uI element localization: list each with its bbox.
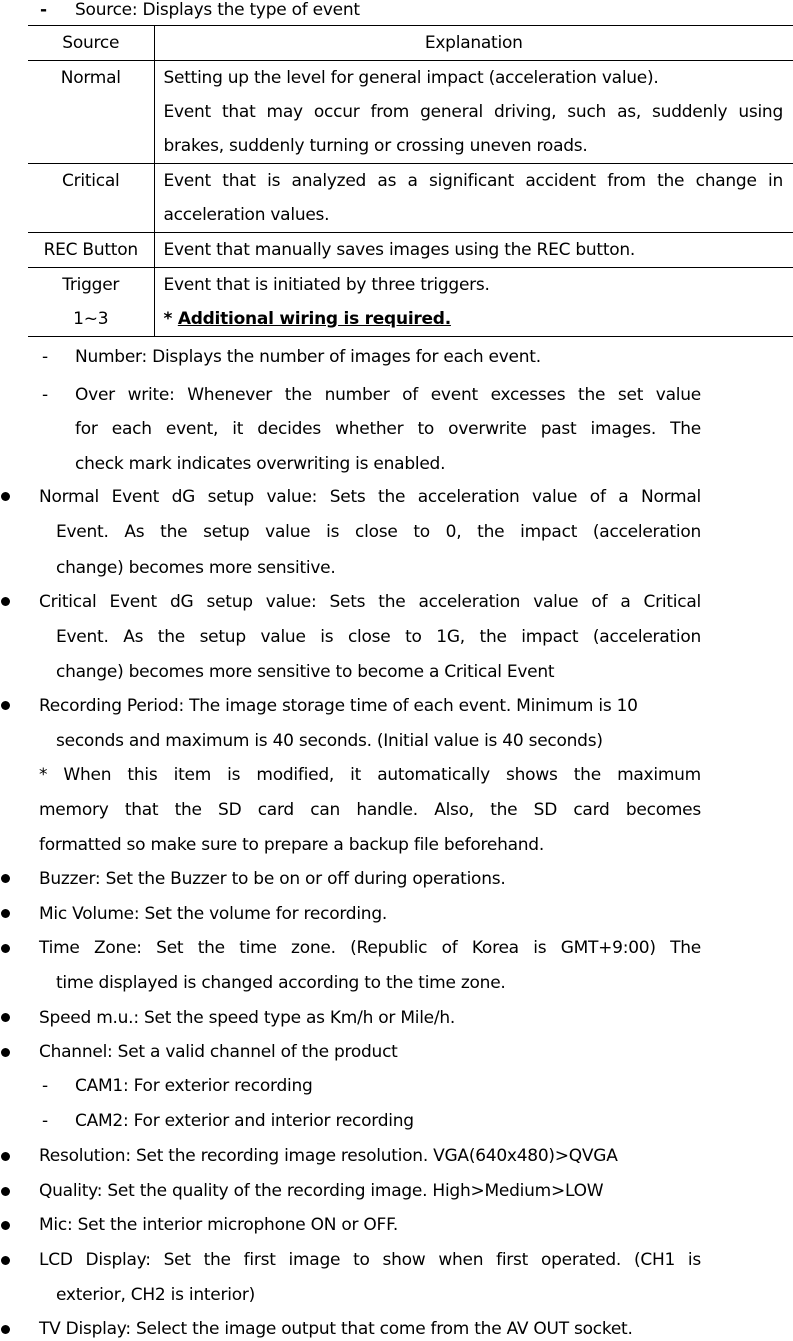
dash-marker: - xyxy=(40,0,48,20)
number-item: Number: Displays the number of images for each event. xyxy=(75,347,541,367)
bullet-dot xyxy=(1,909,10,918)
overwrite-line: Over write: Whenever the number of event excesses the set value xyxy=(75,385,701,405)
table-header-source: Source xyxy=(28,26,154,61)
table-cell-explanation xyxy=(154,61,793,164)
intro-text: Source: Displays the type of event xyxy=(75,0,360,20)
resolution-item: Resolution: Set the recording image resolution. VGA(640x480)>QVGA xyxy=(39,1146,618,1166)
dash-marker: - xyxy=(42,347,49,367)
source-label: Trigger xyxy=(62,275,120,295)
recording-note-line: memory that the SD card can handle. Also, the SD card becomes xyxy=(39,800,701,820)
note-text: Additional wiring is required. xyxy=(177,309,451,329)
bullet-dot xyxy=(1,492,10,501)
table-cell-source xyxy=(28,164,154,233)
tv-item: TV Display: Select the image output that come from the AV OUT socket. xyxy=(39,1319,633,1339)
table-cell-explanation xyxy=(154,233,793,268)
normal-dg-line: change) becomes more sensitive. xyxy=(56,558,336,578)
bullet-dot xyxy=(1,1325,10,1334)
bullet-dot xyxy=(1,1221,10,1230)
note-star: * xyxy=(163,309,178,329)
source-label: REC Button xyxy=(43,240,138,260)
bullet-dot xyxy=(1,1152,10,1161)
lcd-line: exterior, CH2 is interior) xyxy=(56,1285,255,1305)
speed-item: Speed m.u.: Set the speed type as Km/h or Mile/h. xyxy=(39,1008,456,1028)
time-zone-line: time displayed is changed according to the time zone. xyxy=(56,973,506,993)
bullet-dot xyxy=(1,944,10,953)
time-zone-line: Time Zone: Set the time zone. (Republic of Korea is GMT+9:00) The xyxy=(39,938,701,958)
dash-marker: - xyxy=(42,385,49,405)
wiring-note xyxy=(164,302,784,336)
quality-item: Quality: Set the quality of the recording image. High>Medium>LOW xyxy=(39,1181,604,1201)
recording-period-line: seconds and maximum is 40 seconds. (Initial value is 40 seconds) xyxy=(56,731,603,751)
critical-dg-line: change) becomes more sensitive to become a Critical Event xyxy=(56,662,555,682)
channel-item: Channel: Set a valid channel of the product xyxy=(39,1042,398,1062)
normal-dg-line: Event. As the setup value is close to 0, the impact (acceleration xyxy=(56,522,701,542)
lcd-line: LCD Display: Set the first image to show when first operated. (CH1 is xyxy=(39,1250,701,1270)
bullet-dot xyxy=(1,1013,10,1022)
explanation-line: Event that may occur from general driving, such as, suddenly using xyxy=(163,102,783,122)
recording-period-line: Recording Period: The image storage time of each event. Minimum is 10 xyxy=(39,696,638,716)
explanation-line: Event that is initiated by three triggers. xyxy=(163,275,490,295)
mic-item: Mic: Set the interior microphone ON or OFF. xyxy=(39,1215,399,1235)
bullet-dot xyxy=(1,1187,10,1196)
dash-marker: - xyxy=(42,1111,49,1131)
explanation-line: Setting up the level for general impact (acceleration value). xyxy=(163,68,659,88)
explanation-line: Event that manually saves images using the REC button. xyxy=(163,240,636,260)
overwrite-line: for each event, it decides whether to overwrite past images. The xyxy=(75,419,701,439)
table-cell-explanation xyxy=(154,268,793,337)
cam2-item: CAM2: For exterior and interior recording xyxy=(75,1111,414,1131)
source-label: 1~3 xyxy=(73,309,109,329)
explanation-line: Event that is analyzed as a significant accident from the change in xyxy=(163,171,783,191)
table-cell-explanation xyxy=(154,164,793,233)
table-header-explanation: Explanation xyxy=(154,26,793,61)
explanation-line: acceleration values. xyxy=(163,205,330,225)
critical-dg-line: Event. As the setup value is close to 1G, the impact (acceleration xyxy=(56,627,701,647)
recording-note-line: formatted so make sure to prepare a backup file beforehand. xyxy=(39,835,544,855)
table-header-row xyxy=(28,26,793,61)
mic-volume-item: Mic Volume: Set the volume for recording. xyxy=(39,904,388,924)
table-row xyxy=(28,268,793,337)
dash-marker: - xyxy=(42,1076,49,1096)
bullet-dot xyxy=(1,1048,10,1057)
table-row xyxy=(28,61,793,164)
table-cell-source xyxy=(28,61,154,164)
bullet-dot xyxy=(1,874,10,883)
table-row xyxy=(28,233,793,268)
table-cell-source xyxy=(28,268,154,337)
source-label: Critical xyxy=(62,171,120,191)
bullet-dot xyxy=(1,597,10,606)
table-row xyxy=(28,164,793,233)
source-table xyxy=(28,25,793,337)
bullet-dot xyxy=(1,1256,10,1265)
overwrite-line: check mark indicates overwriting is enabled. xyxy=(75,454,446,474)
source-label: Normal xyxy=(60,68,121,88)
normal-dg-line: Normal Event dG setup value: Sets the acceleration value of a Normal xyxy=(39,487,701,507)
explanation-line: brakes, suddenly turning or crossing uneven roads. xyxy=(163,136,588,156)
cam1-item: CAM1: For exterior recording xyxy=(75,1076,313,1096)
buzzer-item: Buzzer: Set the Buzzer to be on or off during operations. xyxy=(39,869,506,889)
recording-note-line: * When this item is modified, it automatically shows the maximum xyxy=(39,765,701,785)
critical-dg-line: Critical Event dG setup value: Sets the acceleration value of a Critical xyxy=(39,592,701,612)
bullet-dot xyxy=(1,701,10,710)
table-cell-source xyxy=(28,233,154,268)
